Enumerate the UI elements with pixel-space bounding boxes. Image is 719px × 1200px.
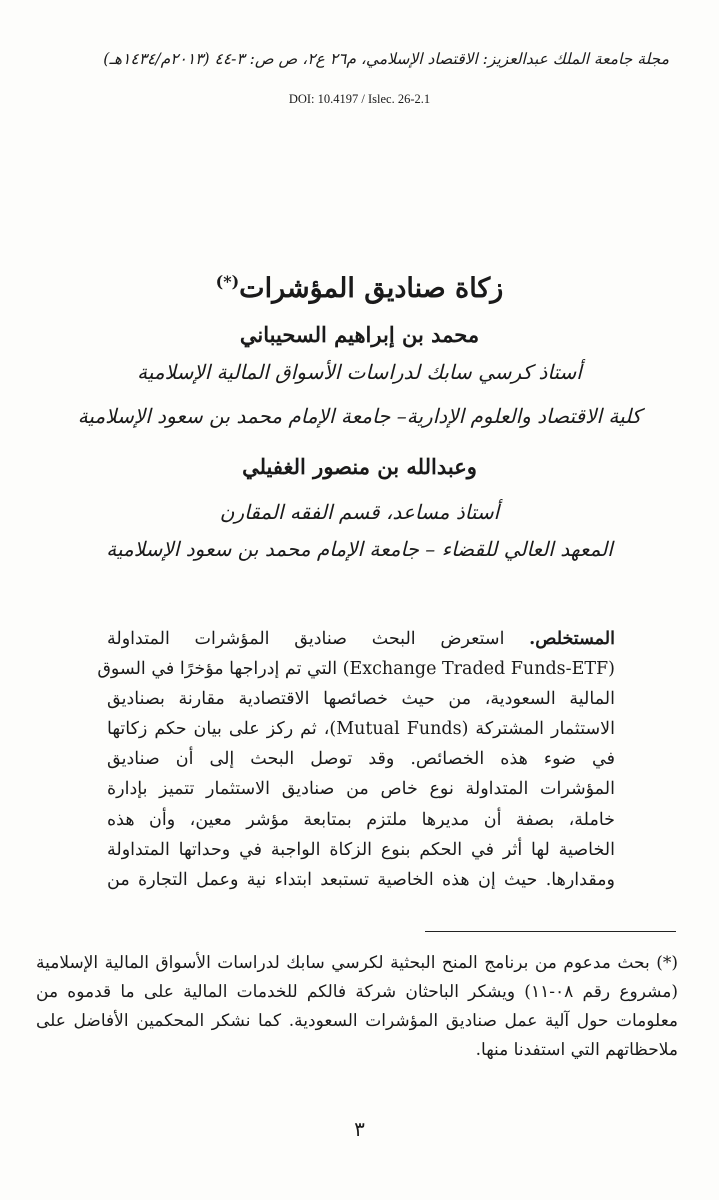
author-1-name: محمد بن إبراهيم السحيباني	[239, 322, 480, 347]
page-number: ٣	[354, 1117, 365, 1141]
abstract-label: المستخلص.	[529, 629, 615, 649]
author-1-position: أستاذ كرسي سابك لدراسات الأسواق المالية الإسلامية	[137, 360, 582, 384]
title-text: زكاة صناديق المؤشرات	[239, 273, 504, 304]
paper-title	[0, 272, 719, 304]
doi: DOI: 10.4197 / Islec. 26-2.1	[288, 92, 431, 106]
author-2-affiliation: المعهد العالي للقضاء – جامعة الإمام محمد بن سعود الإسلامية	[106, 537, 613, 561]
title-footnote-marker: (*)	[215, 272, 240, 291]
abstract-line: المستخلص. استعرض البحث صناديق المؤشرات المتداولة	[107, 629, 615, 649]
journal-citation: مجلة جامعة الملك عبدالعزيز: الاقتصاد الإسلامي، م٢٦ ع٢، ص ص: ٣-٤٤ (٢٠١٣م/١٤٣٤هـ)	[103, 50, 669, 68]
abstract-line: خاملة، بصفة أن مديرها ملتزم بمتابعة مؤشر معين، وأن هذه	[107, 809, 615, 830]
abstract-line: الاستثمار المشتركة (Mutual Funds)، ثم ركز على بيان حكم زكاتها	[107, 719, 615, 740]
abstract-line: المؤشرات المتداولة نوع خاص من صناديق الاستثمار تتميز بإدارة	[107, 779, 615, 800]
footnote	[36, 949, 678, 1065]
abstract-line: في ضوء هذه الخصائص. وقد توصل البحث إلى أن صناديق	[107, 749, 615, 770]
author-2-name: وعبدالله بن منصور الغفيلي	[242, 454, 477, 479]
footnote-line: (*) بحث مدعوم من برنامج المنح البحثية لكرسي سابك لدراسات الأسواق المالية الإسلامية	[36, 953, 678, 973]
author-2-position: أستاذ مساعد، قسم الفقه المقارن	[219, 500, 500, 524]
abstract	[97, 624, 615, 895]
author-1-affiliation: كلية الاقتصاد والعلوم الإدارية– جامعة الإمام محمد بن سعود الإسلامية	[77, 404, 642, 428]
abstract-line: المالية السعودية، من حيث خصائصها الاقتصادية مقارنة بصناديق	[107, 689, 615, 710]
footnote-line: معلومات حول آلية عمل صناديق المؤشرات السعودية. كما نشكر المحكمين الأفاضل على	[36, 1011, 678, 1031]
abstract-line: (Exchange Traded Funds-ETF) التي تم إدراجها مؤخرًا في السوق	[97, 659, 615, 680]
abstract-line: الخاصية لها أثر في الحكم بنوع الزكاة الواجبة في وحداتها المتداولة	[107, 839, 615, 860]
footnote-line: (مشروع رقم ٠٨-١١) ويشكر الباحثان شركة فالكم للخدمات المالية على ما قدموه من	[36, 982, 678, 1002]
abstract-line: ومقدارها. حيث إن هذه الخاصية تستبعد ابتداء نية وعمل التجارة من	[107, 869, 615, 890]
footnote-line: ملاحظاتهم التي استفدنا منها.	[475, 1040, 678, 1060]
footnote-divider	[425, 931, 676, 932]
